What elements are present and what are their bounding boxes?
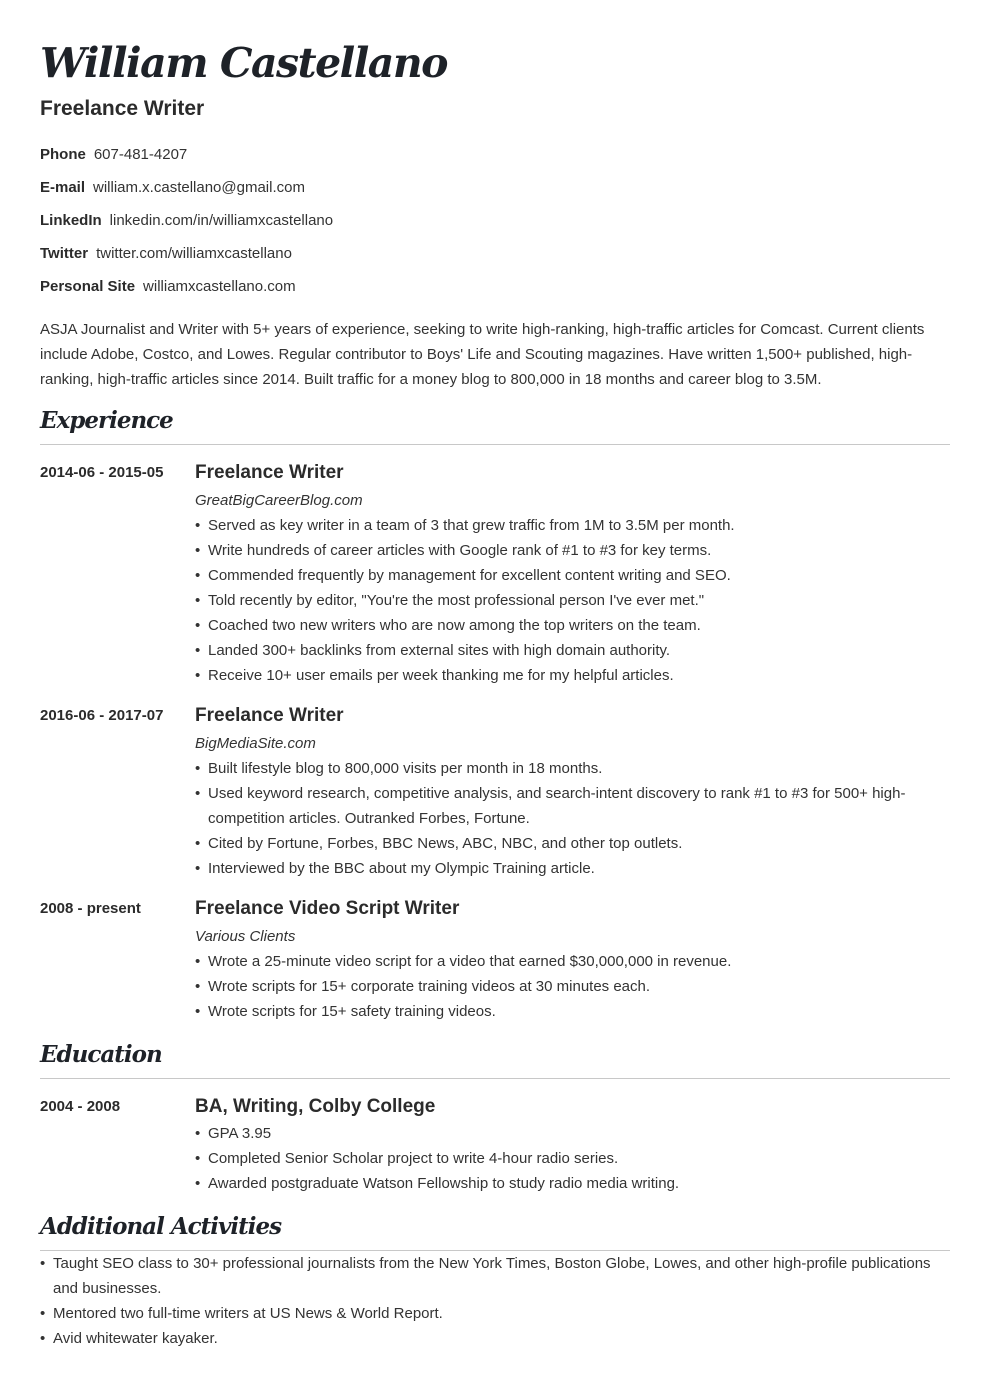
candidate-name: William Castellano xyxy=(40,39,448,87)
entry-bullets xyxy=(195,1121,950,1196)
contact-value: twitter.com/williamxcastellano xyxy=(96,245,292,262)
contact-value: williamxcastellano.com xyxy=(143,278,296,295)
bullet-item: • Interviewed by the BBC about my Olympic Training article. xyxy=(195,856,950,881)
contact-value: linkedin.com/in/williamxcastellano xyxy=(109,212,334,229)
bullet-item: • Completed Senior Scholar project to write 4-hour radio series. xyxy=(195,1146,950,1171)
contact-personal-site xyxy=(40,275,950,308)
contact-linkedin xyxy=(40,209,950,242)
bullet-item: • Wrote a 25-minute video script for a video that earned $30,000,000 in revenue. xyxy=(195,949,950,974)
contact-email xyxy=(40,176,950,209)
experience-entry xyxy=(40,702,950,881)
bullet-item: • Wrote scripts for 15+ safety training videos. xyxy=(195,999,950,1024)
contact-value: 607-481-4207 xyxy=(93,146,188,163)
activities-list xyxy=(40,1251,950,1351)
bullet-item: • Coached two new writers who are now among the top writers on the team. xyxy=(195,613,950,638)
bullet-item: • Taught SEO class to 30+ professional journalists from the New York Times, Boston Globe, Lowes, and other high-profile publications and businesses. xyxy=(40,1251,950,1301)
entry-date: 2014-06 - 2015-05 xyxy=(40,464,164,481)
entry-role: Freelance Writer xyxy=(195,462,344,483)
bullet-item: • Wrote scripts for 15+ corporate training videos at 30 minutes each. xyxy=(195,974,950,999)
entry-bullets xyxy=(195,756,950,881)
contact-value: william.x.castellano@gmail.com xyxy=(93,179,305,196)
entry-role: Freelance Writer xyxy=(195,705,344,726)
section-heading-education: Education xyxy=(40,1040,950,1079)
contact-twitter xyxy=(40,242,950,275)
contact-label: Personal Site xyxy=(40,278,136,295)
contact-label: LinkedIn xyxy=(40,212,102,229)
bullet-item: • Receive 10+ user emails per week thanking me for my helpful articles. xyxy=(195,663,950,688)
education-entry xyxy=(40,1093,950,1196)
experience-entry xyxy=(40,895,950,1024)
bullet-item: • Built lifestyle blog to 800,000 visits per month in 18 months. xyxy=(195,756,950,781)
section-heading-experience: Experience xyxy=(40,406,950,445)
bullet-item: • Landed 300+ backlinks from external sites with high domain authority. xyxy=(195,638,950,663)
entry-company: BigMediaSite.com xyxy=(195,735,316,752)
entry-role: Freelance Video Script Writer xyxy=(195,898,460,919)
entry-body xyxy=(195,459,950,688)
entry-degree: BA, Writing, Colby College xyxy=(195,1096,436,1117)
contact-label: Phone xyxy=(40,146,86,163)
experience-entry xyxy=(40,459,950,688)
bullet-item: • Told recently by editor, "You're the most professional person I've ever met." xyxy=(195,588,950,613)
entry-body xyxy=(195,702,950,881)
summary-paragraph: ASJA Journalist and Writer with 5+ years of experience, seeking to write high-ranking, high-traffic articles for Comcast. Current clients include Adobe, Costco, and Lowes. Regular contributor to Boys' Life and Scouting magazines. Have written 1,500+ published, high-ranking, high-traffic articles since 2014. Built traffic for a money blog to 800,000 in 18 months and career blog to 3.5M. xyxy=(40,321,925,388)
contact-label: E-mail xyxy=(40,179,86,196)
section-heading-activities: Additional Activities xyxy=(40,1212,950,1251)
contact-phone xyxy=(40,143,950,176)
entry-company: Various Clients xyxy=(195,928,296,945)
bullet-item: • Avid whitewater kayaker. xyxy=(40,1326,950,1351)
entry-date: 2008 - present xyxy=(40,900,141,917)
bullet-item: • Write hundreds of career articles with Google rank of #1 to #3 for key terms. xyxy=(195,538,950,563)
entry-date: 2016-06 - 2017-07 xyxy=(40,707,164,724)
bullet-item: • Commended frequently by management for excellent content writing and SEO. xyxy=(195,563,950,588)
bullet-item: • Used keyword research, competitive analysis, and search-intent discovery to rank #1 to #3 for 500+ high-competition articles. Outranked Forbes, Fortune. xyxy=(195,781,950,831)
bullet-item: • Mentored two full-time writers at US News & World Report. xyxy=(40,1301,950,1326)
bullet-item: • Cited by Fortune, Forbes, BBC News, ABC, NBC, and other top outlets. xyxy=(195,831,950,856)
entry-body xyxy=(195,895,950,1024)
entry-bullets xyxy=(195,949,950,1024)
contact-list xyxy=(40,143,950,308)
entry-company: GreatBigCareerBlog.com xyxy=(195,492,363,509)
bullet-item: • Awarded postgraduate Watson Fellowship to study radio media writing. xyxy=(195,1171,950,1196)
entry-bullets xyxy=(195,513,950,688)
bullet-item: • Served as key writer in a team of 3 that grew traffic from 1M to 3.5M per month. xyxy=(195,513,950,538)
bullet-item: • GPA 3.95 xyxy=(195,1121,950,1146)
entry-date: 2004 - 2008 xyxy=(40,1098,121,1115)
contact-label: Twitter xyxy=(40,245,89,262)
entry-body xyxy=(195,1093,950,1196)
candidate-title: Freelance Writer xyxy=(40,97,205,120)
